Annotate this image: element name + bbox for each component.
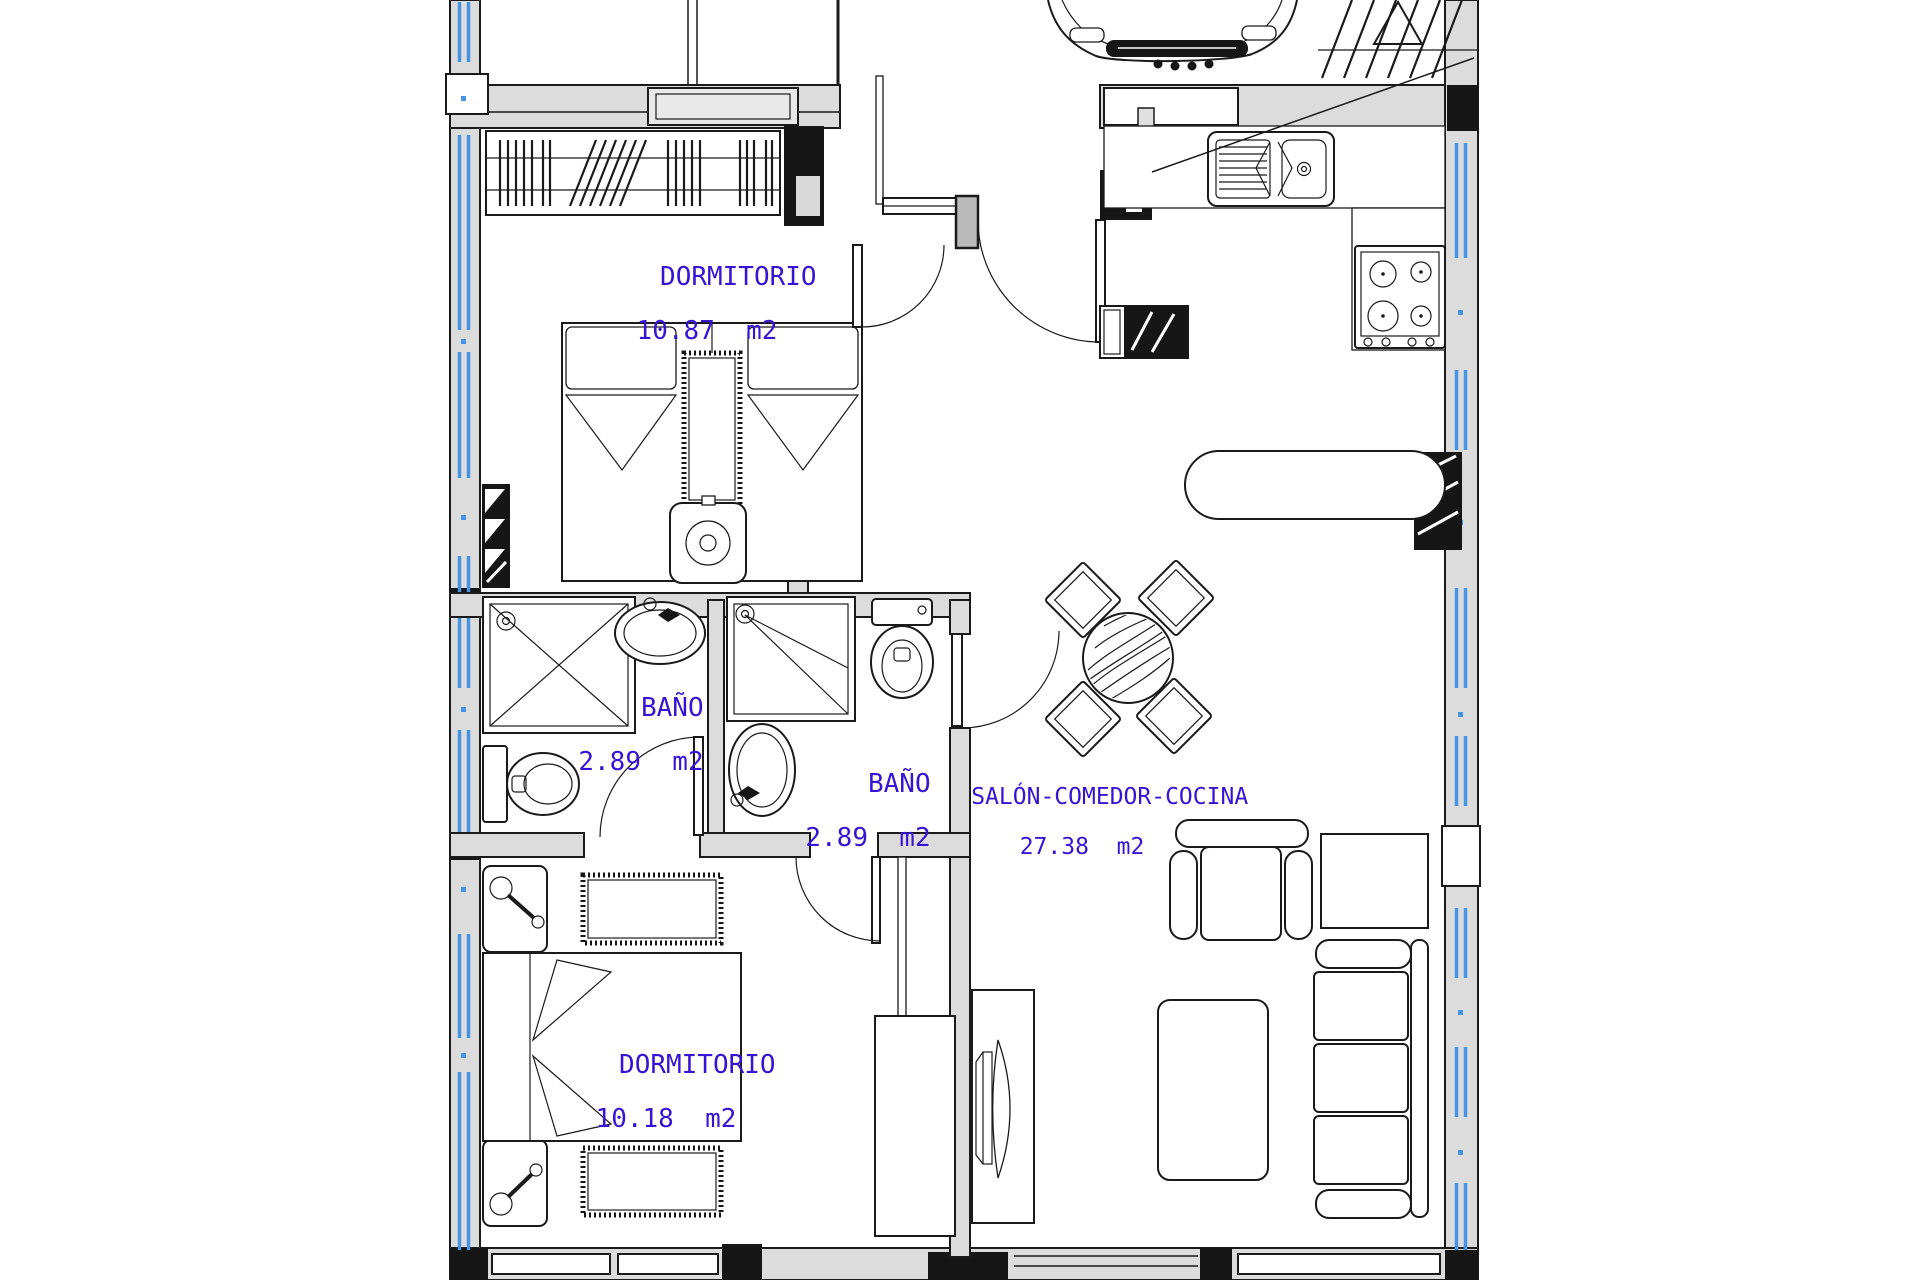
room-area: 27.38 m2 — [1019, 834, 1145, 860]
nightstand-icon — [483, 1140, 547, 1226]
kitchen — [1100, 126, 1445, 519]
room-label-bedroom-1 — [597, 237, 816, 399]
room-name: SALÓN-COMEDOR-COCINA — [971, 784, 1249, 810]
dining-area — [1045, 560, 1214, 757]
bathroom2-door-swing — [952, 631, 1059, 728]
coffee-table-icon — [1158, 1000, 1268, 1180]
washbasin-icon — [729, 724, 795, 816]
toilet-icon — [871, 599, 933, 698]
cooktop-icon — [1355, 246, 1445, 348]
sofa-icon — [1314, 940, 1428, 1218]
kitchen-sink-icon — [1208, 132, 1334, 206]
entrance-door-swing — [978, 220, 1105, 342]
shower-icon — [727, 597, 855, 721]
bedroom1-door-swing — [853, 245, 944, 327]
nightstand-icon — [483, 866, 547, 952]
closet-icon — [875, 1016, 955, 1236]
room-area: 10.18 m2 — [595, 1104, 737, 1134]
room-label-bathroom-1 — [578, 668, 703, 830]
room-label-bedroom-2 — [556, 1025, 775, 1187]
car-icon — [1048, 0, 1297, 71]
room-name: DORMITORIO — [619, 1050, 776, 1080]
wardrobe-icon — [486, 131, 780, 215]
side-table-icon — [1321, 834, 1428, 928]
room-label-bathroom-2 — [805, 744, 930, 906]
stool-icon — [670, 496, 746, 583]
dresser-icon — [583, 875, 721, 943]
wall-pillar — [446, 74, 488, 114]
room-area: 2.89 m2 — [578, 747, 704, 777]
tv-icon — [972, 990, 1034, 1223]
toilet-icon — [483, 746, 579, 822]
bar-counter-icon — [1185, 451, 1445, 519]
room-name: DORMITORIO — [660, 262, 817, 292]
room-area: 2.89 m2 — [805, 823, 931, 853]
wall-pillar — [1442, 826, 1480, 886]
oven-column-icon — [1100, 306, 1188, 358]
room-area: 10.87 m2 — [636, 316, 778, 346]
door-panel — [956, 196, 978, 248]
room-label-living — [916, 760, 1248, 910]
room-name: BAÑO — [641, 693, 704, 723]
room-name: BAÑO — [868, 769, 931, 799]
